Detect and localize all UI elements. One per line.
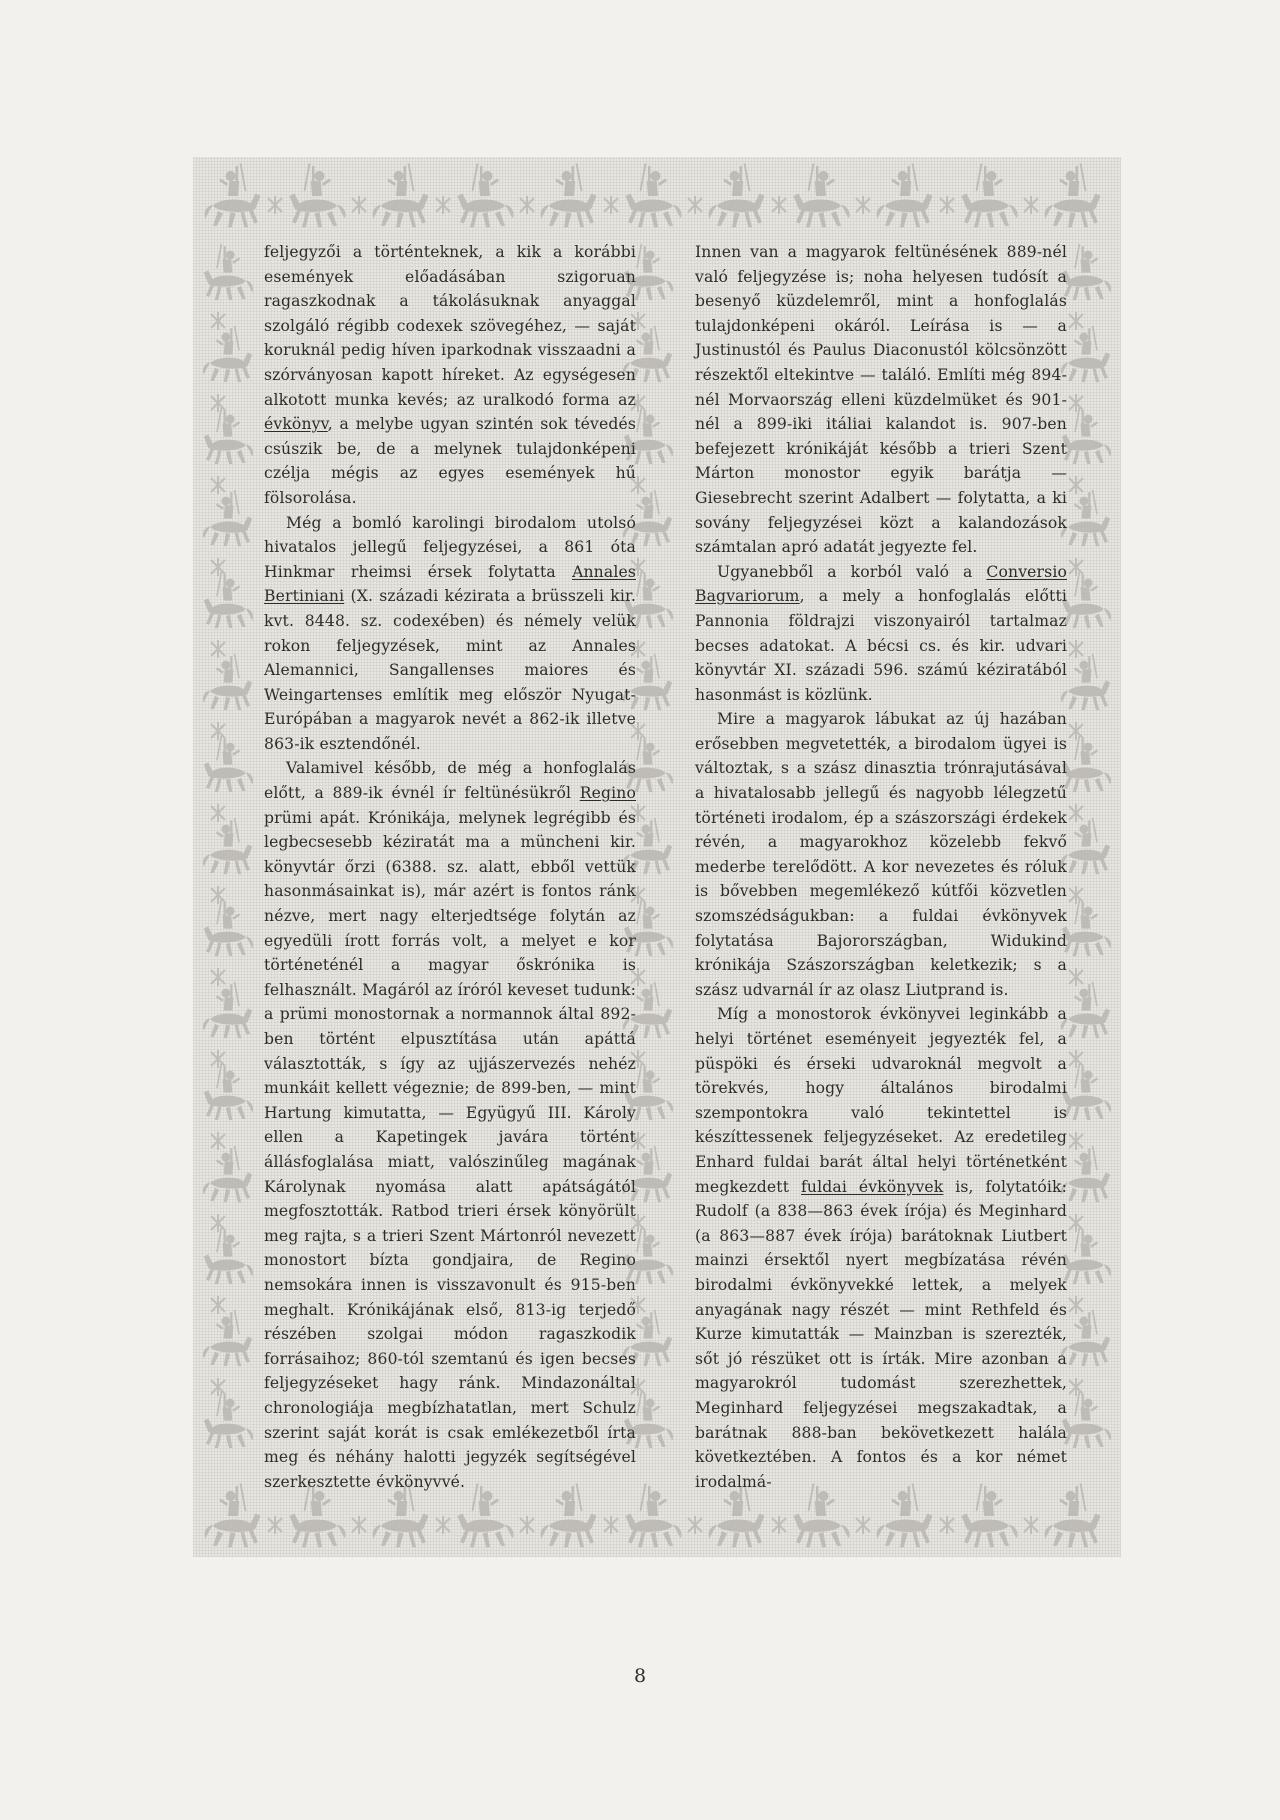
ornament-cross-icon <box>604 196 618 214</box>
page-number: 8 <box>633 1665 647 1687</box>
ornament-cross-icon <box>1069 968 1083 986</box>
ornament-cross-icon <box>1069 722 1083 740</box>
horseman-warrior-icon <box>541 164 597 228</box>
top-horseman-frieze <box>193 157 1121 237</box>
horseman-warrior-icon <box>204 572 253 628</box>
ornament-cross-icon <box>604 1516 618 1534</box>
horseman-warrior-icon <box>204 1392 253 1448</box>
ornament-cross-icon <box>436 196 450 214</box>
ornament-cross-icon <box>268 1516 282 1534</box>
horseman-warrior-icon <box>1062 1228 1111 1284</box>
ornament-cross-icon <box>1069 394 1083 412</box>
paragraph: Mire a magyarok lábukat az új hazában erősebben megvetették, a birodalom ügyei is változtak, s a szász dinasztia trónrajutásával a hivatalosabb jellegű és nagyobb lélegzetű történeti irodalom, ép a szászországi érdekek révén, a magyarokhoz közelebb fekvő mederbe terelődött. A kor nevezetes és róluk is bővebben megemlékező kútfői közvetlen szomszédságukban: a fuldai évkönyvek folytatása Bajorországban, Widukind krónikája Szászországban keletkezik; s a szász udvarnál ír az olasz Liutprand is. <box>695 710 1067 999</box>
horseman-warrior-icon <box>1062 1064 1111 1120</box>
ornament-cross-icon <box>1024 196 1038 214</box>
paragraph: Míg a monostorok évkönyvei leginkább a helyi történet eseményeit jegyezték fel, a püspöki és érseki udvaroknál megvolt a törekvés, hogy általános birodalmi szempontokra való tekintettel is készíttessenek feljegyzéseket. Az eredetileg Enhard fuldai barát által helyi történetként megkezdett fuldai évkönyvek is, folytatóik: Rudolf (a 838—863 évek írója) és Meginhard (a 863—887 évek írója) barátoknak Liutbert mainzi érsektől nyert megbízatása révén birodalmi évkönyvekké lettek, a melyek anyagának nagy részét — mint Rethfeld és Kurze kimutatták — Mainzban is szerezték, sőt jó részüket ott is írták. Mire azonban a magyarokról tudomást szerezhettek, Meginhard feljegyzései megszakadtak, a barátnak 888-ban bekövetkezett halála következtében. A fontos és a kor német irodalmá- <box>695 1005 1068 1491</box>
ornament-cross-icon <box>1069 1050 1083 1068</box>
ornament-cross-icon <box>856 1516 870 1534</box>
horseman-warrior-icon <box>203 1310 252 1366</box>
ornament-cross-icon <box>211 1296 225 1314</box>
ornament-cross-icon <box>772 1516 786 1534</box>
underlined-term: évkönyv <box>264 415 328 434</box>
left-horseman-frieze <box>193 237 263 1477</box>
horseman-warrior-icon <box>794 164 850 228</box>
ornament-cross-icon <box>211 640 225 658</box>
ornament-cross-icon <box>1069 1214 1083 1232</box>
horseman-warrior-icon <box>203 654 252 710</box>
horseman-warrior-icon <box>962 164 1018 228</box>
horseman-warrior-icon <box>373 164 429 228</box>
horseman-warrior-icon <box>709 164 765 228</box>
horseman-warrior-icon <box>1061 982 1110 1038</box>
horseman-warrior-icon <box>1062 244 1111 300</box>
horseman-warrior-icon <box>204 736 253 792</box>
left-ornament-band <box>193 237 263 1477</box>
underlined-term: Regino <box>579 784 636 803</box>
ornament-cross-icon <box>1069 1378 1083 1396</box>
ornament-cross-icon <box>1069 640 1083 658</box>
paragraph: feljegyzői a történteknek, a kik a korábbi események előadásában szigoruan ragaszkodnak a tákolásuknak anyaggal szolgáló régibb codexek szövegéhez, — saját koruknál pedig híven iparkodnak visszaadni a szórványosan kapott híreket. Az egységesen alkotott munka kevés; az uralkodó forma az évkönyv, a melybe ugyan szintén sok tévedés csúszik be, de a melynek tulajdonképeni czélja mégis az egyes események hű fölsorolása. <box>264 243 636 507</box>
ornament-cross-icon <box>856 196 870 214</box>
underlined-term: Conversio Bagvariorum <box>695 562 1067 606</box>
horseman-warrior-icon <box>203 982 252 1038</box>
ornament-cross-icon <box>1069 1132 1083 1150</box>
horseman-warrior-icon <box>1061 654 1110 710</box>
ornament-cross-icon <box>772 196 786 214</box>
left-text-column <box>264 240 636 1494</box>
horseman-warrior-icon <box>290 164 346 228</box>
paragraph: Ugyanebből a korból való a Conversio Bagvariorum, a mely a honfoglalás előtti Pannonia földrajzi viszonyairól tartalmaz becses adatokat. A bécsi cs. és kir. udvari könyvtár XI. századi 596. számú kéziratából hasonmást is közlünk. <box>695 562 1067 704</box>
horseman-warrior-icon <box>1062 736 1111 792</box>
ornament-cross-icon <box>211 1378 225 1396</box>
horseman-warrior-icon <box>204 244 253 300</box>
ornament-cross-icon <box>211 968 225 986</box>
ornament-cross-icon <box>1069 312 1083 330</box>
horseman-warrior-icon <box>204 408 253 464</box>
horseman-warrior-icon <box>205 1484 261 1548</box>
paragraph: Innen van a magyarok feltünésének 889-nél való feljegyzése is; noha helyesen tudósít a besenyő küzdelemről, mint a honfoglalás tulajdonképeni okáról. Leírása is — a Justinustól és Paulus Diaconustól kölcsönzött részektől eltekintve — találó. Említi még 894-nél Morvaország elleni küzdelmüket és 901-nél a 899-iki itáliai kalandot is. 907-ben befejezett krónikáját később a trieri Szent Márton monostor egyik barátja — Giesebrecht szerint Adalbert — folytatta, a ki sovány feljegyzései közt a kalandozások számtalan apró adatát jegyezte fel. <box>695 243 1067 557</box>
ornament-cross-icon <box>520 196 534 214</box>
horseman-warrior-icon <box>1062 408 1111 464</box>
horseman-warrior-icon <box>1062 572 1111 628</box>
right-text-column <box>695 240 1067 1494</box>
horseman-warrior-icon <box>877 164 933 228</box>
ornament-cross-icon <box>211 1050 225 1068</box>
horseman-warrior-icon <box>204 1064 253 1120</box>
ornament-cross-icon <box>940 1516 954 1534</box>
horseman-warrior-icon <box>205 164 261 228</box>
ornament-cross-icon <box>211 804 225 822</box>
horseman-warrior-icon <box>458 164 514 228</box>
horseman-warrior-icon <box>204 900 253 956</box>
ornament-cross-icon <box>688 1516 702 1534</box>
ornament-cross-icon <box>211 1132 225 1150</box>
underlined-term: fuldai évkönyvek <box>801 1177 944 1196</box>
ornament-cross-icon <box>352 1516 366 1534</box>
ornament-cross-icon <box>1069 558 1083 576</box>
top-ornament-band <box>193 157 1121 237</box>
horseman-warrior-icon <box>203 818 252 874</box>
horseman-warrior-icon <box>203 326 252 382</box>
ornament-cross-icon <box>520 1516 534 1534</box>
horseman-warrior-icon <box>1061 490 1110 546</box>
horseman-warrior-icon <box>1045 164 1101 228</box>
underlined-term: Annales Bertiniani <box>264 562 636 606</box>
ornament-cross-icon <box>1024 1516 1038 1534</box>
ornament-cross-icon <box>1069 804 1083 822</box>
paragraph: Még a bomló karolingi birodalom utolsó hivatalos jellegű feljegyzései, a 861 óta Hinkmar rheimsi érsek folytatta Annales Bertiniani (X. századi kézirata a brüsszeli kir. kvt. 8448. sz. codexében) és némely velük rokon feljegyzések, mint az Annales Alemannici, Sangallenses maiores és Weingartenses említik meg először Nyugat-Európában a magyarok nevét a 862-ik illetve 863-ik esztendőnél. <box>264 513 636 753</box>
horseman-warrior-icon <box>204 1228 253 1284</box>
ornament-cross-icon <box>688 196 702 214</box>
ornament-cross-icon <box>211 394 225 412</box>
ornament-cross-icon <box>211 558 225 576</box>
paragraph: Valamivel később, de még a honfoglalás előtt, a 889-ik évnél ír feltünésükről Regino prümi apát. Krónikája, melynek legrégibb és legbecsesebb kéziratát ma a müncheni kir. könyvtár őrzi (6388. sz. alatt, ebből vettük hasonmásainkat is), már azért is fontos ránk nézve, mert nagy elterjedtsége folytán az egyedüli írott forrás volt, a melyet e kor történeténél a magyar őskrónika is felhasznált. Magáról az íróról keveset tudunk: a prümi monostornak a normannok által 892-ben történt elpusztítása után apáttá választották, s így az ujjászervezés nehéz munkáit kellett végeznie; de 899-ben, — mint Hartung kimutatta, — Együgyű III. Károly ellen a Kapetingek javára történt állásfoglalása miatt, valószinűleg magának Károlynak nyomása alatt apátságától megfosztották. Ratbod trieri érsek könyörült meg rajta, s a trieri Szent Mártonról nevezett monostort bízta gondjaira, de Regino nemsokára innen is visszavonult és 915-ben meghalt. Krónikájának első, 813-ig terjedő részében szolgai módon ragaszkodik forrásaihoz; 860-tól szemtanú és igen becses feljegyzéseket hagy ránk. Mindazonáltal chronologiája megbízhatatlan, mert Schulz szerint saját korát is csak emlékezetből írta meg és néhány halotti jegyzék segítségével szerkesztette évkönyvvé. <box>264 759 636 1491</box>
ornament-cross-icon <box>211 722 225 740</box>
horseman-warrior-icon <box>1061 818 1110 874</box>
ornament-cross-icon <box>211 886 225 904</box>
horseman-warrior-icon <box>203 1146 252 1202</box>
horseman-warrior-icon <box>1061 326 1110 382</box>
ornament-cross-icon <box>211 476 225 494</box>
ornament-cross-icon <box>268 196 282 214</box>
horseman-warrior-icon <box>1062 1392 1111 1448</box>
ornament-cross-icon <box>1069 886 1083 904</box>
ornament-cross-icon <box>940 196 954 214</box>
ornament-cross-icon <box>1069 1296 1083 1314</box>
horseman-warrior-icon <box>1061 1146 1110 1202</box>
horseman-warrior-icon <box>1062 900 1111 956</box>
ornament-cross-icon <box>211 1214 225 1232</box>
horseman-warrior-icon <box>1061 1310 1110 1366</box>
horseman-warrior-icon <box>626 164 682 228</box>
ornament-cross-icon <box>1069 476 1083 494</box>
horseman-warrior-icon <box>203 490 252 546</box>
ornament-cross-icon <box>211 312 225 330</box>
ornament-cross-icon <box>436 1516 450 1534</box>
ornament-cross-icon <box>352 196 366 214</box>
